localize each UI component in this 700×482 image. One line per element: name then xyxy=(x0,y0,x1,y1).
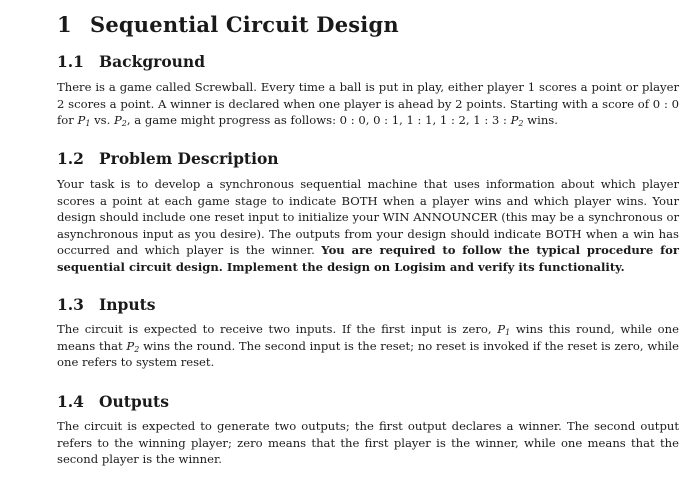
text-run: , a game might progress as follows: 0 : 0, 0 : 1, 1 : 1, 1 : 2, 1 : 3 : xyxy=(126,113,511,127)
subsection-number: 1.3 xyxy=(57,295,84,314)
var: P xyxy=(77,113,86,127)
var: P xyxy=(497,322,506,336)
section-title: Sequential Circuit Design xyxy=(90,12,399,37)
text-run: wins. xyxy=(523,113,558,127)
var: P xyxy=(126,338,135,353)
player-2-symbol xyxy=(114,113,127,127)
background-paragraph xyxy=(57,79,679,129)
text-run: wins the round. The second input is the reset; no reset is invoked if the reset is zero, while one refers to system reset. xyxy=(57,338,679,369)
section-heading xyxy=(57,12,399,37)
subscript: 2 xyxy=(134,344,140,354)
var: P xyxy=(510,113,519,127)
subsection-heading-problem-description xyxy=(57,149,279,168)
bold-instruction: You are required to follow the typical procedure for sequential circuit design. Implement the design on Logisim and verify its functionality. xyxy=(57,243,679,274)
subsection-number: 1.4 xyxy=(57,392,84,411)
player-2-symbol xyxy=(126,339,139,353)
text-run: There is a game called Screwball. Every time a ball is put in play, either player 1 scores a point or player 2 scores a point. A winner is declared when one player is ahead by 2 points. Starting with a score of 0 : 0 for xyxy=(57,80,679,127)
subsection-title: Background xyxy=(99,52,206,71)
subscript: 1 xyxy=(85,119,91,128)
subsection-number: 1.1 xyxy=(57,52,84,71)
player-1-symbol xyxy=(78,113,91,127)
text-run: vs. xyxy=(90,113,114,127)
text-run: wins this round, while one means that xyxy=(57,322,679,353)
subsection-heading-outputs xyxy=(57,392,169,411)
text-run: Your task is to develop a synchronous sequential machine that uses information about which player scores a point at each game stage to indicate BOTH when a player wins and which player wins. Your design should include one reset input to initialize your WIN ANNOUNCER (this may be a synchronous or asynchronous input as you desire). The outputs from your design should indicate BOTH when a win has occurred and which player is the winner. xyxy=(57,177,679,257)
section-number: 1 xyxy=(57,12,72,37)
text-run: The circuit is expected to generate two outputs; the first output declares a winner. The second output refers to the winning player; zero means that the first player is the winner, while one means that the second player is the winner. xyxy=(57,419,679,466)
subsection-number: 1.2 xyxy=(57,149,84,168)
outputs-paragraph xyxy=(57,418,679,468)
var: P xyxy=(113,113,122,127)
subsection-title: Problem Description xyxy=(99,149,279,168)
subsection-heading-inputs xyxy=(57,295,156,314)
subscript: 2 xyxy=(121,119,127,128)
player-1-symbol xyxy=(497,322,510,336)
subscript: 1 xyxy=(505,328,511,337)
subscript: 2 xyxy=(518,119,524,128)
text-run: The circuit is expected to receive two inputs. If the first input is zero, xyxy=(57,322,498,336)
player-2-symbol xyxy=(511,113,524,127)
inputs-paragraph xyxy=(57,321,679,371)
subsection-heading-background xyxy=(57,52,205,71)
subsection-title: Inputs xyxy=(99,295,156,314)
problem-description-paragraph xyxy=(57,176,679,275)
subsection-title: Outputs xyxy=(99,392,169,411)
